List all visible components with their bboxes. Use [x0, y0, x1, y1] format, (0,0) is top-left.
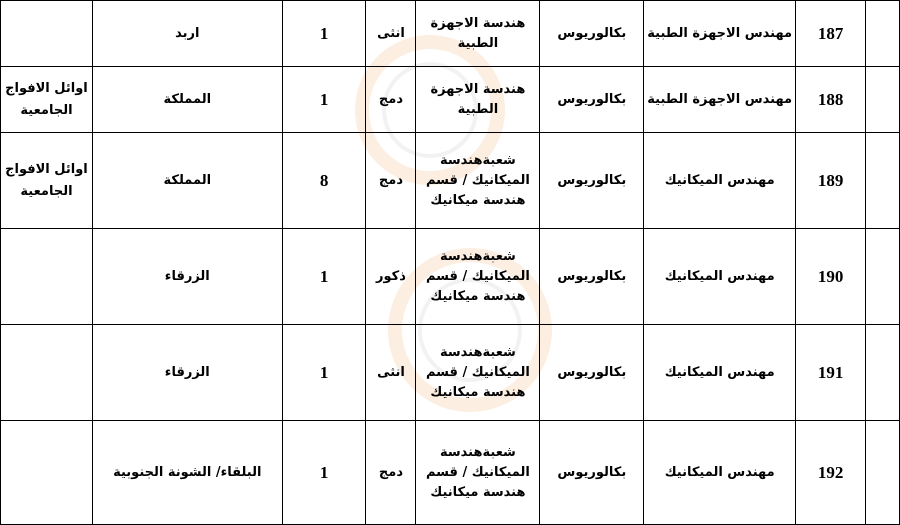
location-cell: اربد: [92, 1, 282, 67]
location-cell: المملكة: [92, 133, 282, 229]
count-cell: 1: [282, 67, 366, 133]
gender-cell: دمج: [366, 133, 416, 229]
notes-cell: اوائل الافواج الجامعية: [1, 133, 93, 229]
location-cell: المملكة: [92, 67, 282, 133]
specialization-cell: مهندس الميكانيك: [644, 229, 796, 325]
seq-number-cell: 192: [796, 421, 866, 525]
table-row: [1, 1, 900, 67]
empty-edge-cell: [866, 229, 900, 325]
location-cell: الزرقاء: [92, 325, 282, 421]
location-cell: البلقاء/ الشونة الجنوبية: [92, 421, 282, 525]
location-cell: الزرقاء: [92, 229, 282, 325]
gender-cell: انثى: [366, 1, 416, 67]
degree-cell: بكالوريوس: [540, 1, 644, 67]
degree-cell: بكالوريوس: [540, 421, 644, 525]
specialization-cell: مهندس الميكانيك: [644, 421, 796, 525]
empty-edge-cell: [866, 1, 900, 67]
gender-cell: ذكور: [366, 229, 416, 325]
major-cell: هندسة الاجهزة الطبية: [416, 67, 540, 133]
table-body: [1, 1, 900, 525]
count-cell: 1: [282, 325, 366, 421]
major-cell: شعبةهندسة الميكانيك / قسم هندسة ميكانيك: [416, 229, 540, 325]
degree-cell: بكالوريوس: [540, 67, 644, 133]
count-cell: 1: [282, 1, 366, 67]
major-cell: شعبةهندسة الميكانيك / قسم هندسة ميكانيك: [416, 421, 540, 525]
notes-cell: [1, 229, 93, 325]
empty-edge-cell: [866, 325, 900, 421]
table-row: [1, 229, 900, 325]
notes-cell: [1, 421, 93, 525]
specialization-cell: مهندس الاجهزة الطبية: [644, 67, 796, 133]
major-cell: شعبةهندسة الميكانيك / قسم هندسة ميكانيك: [416, 325, 540, 421]
count-cell: 1: [282, 229, 366, 325]
seq-number-cell: 191: [796, 325, 866, 421]
seq-number-cell: 188: [796, 67, 866, 133]
count-cell: 1: [282, 421, 366, 525]
empty-edge-cell: [866, 133, 900, 229]
table-row: [1, 67, 900, 133]
degree-cell: بكالوريوس: [540, 133, 644, 229]
count-cell: 8: [282, 133, 366, 229]
seq-number-cell: 190: [796, 229, 866, 325]
seq-number-cell: 187: [796, 1, 866, 67]
empty-edge-cell: [866, 421, 900, 525]
seq-number-cell: 189: [796, 133, 866, 229]
major-cell: هندسة الاجهزة الطبية: [416, 1, 540, 67]
major-cell: شعبةهندسة الميكانيك / قسم هندسة ميكانيك: [416, 133, 540, 229]
gender-cell: انثى: [366, 325, 416, 421]
gender-cell: دمج: [366, 421, 416, 525]
specialization-cell: مهندس الميكانيك: [644, 133, 796, 229]
table-row: [1, 325, 900, 421]
table-row: [1, 421, 900, 525]
empty-edge-cell: [866, 67, 900, 133]
degree-cell: بكالوريوس: [540, 325, 644, 421]
notes-cell: [1, 325, 93, 421]
table-row: [1, 133, 900, 229]
specialization-cell: مهندس الاجهزة الطبية: [644, 1, 796, 67]
notes-cell: [1, 1, 93, 67]
gender-cell: دمج: [366, 67, 416, 133]
degree-cell: بكالوريوس: [540, 229, 644, 325]
notes-cell: اوائل الافواج الجامعية: [1, 67, 93, 133]
specialization-cell: مهندس الميكانيك: [644, 325, 796, 421]
